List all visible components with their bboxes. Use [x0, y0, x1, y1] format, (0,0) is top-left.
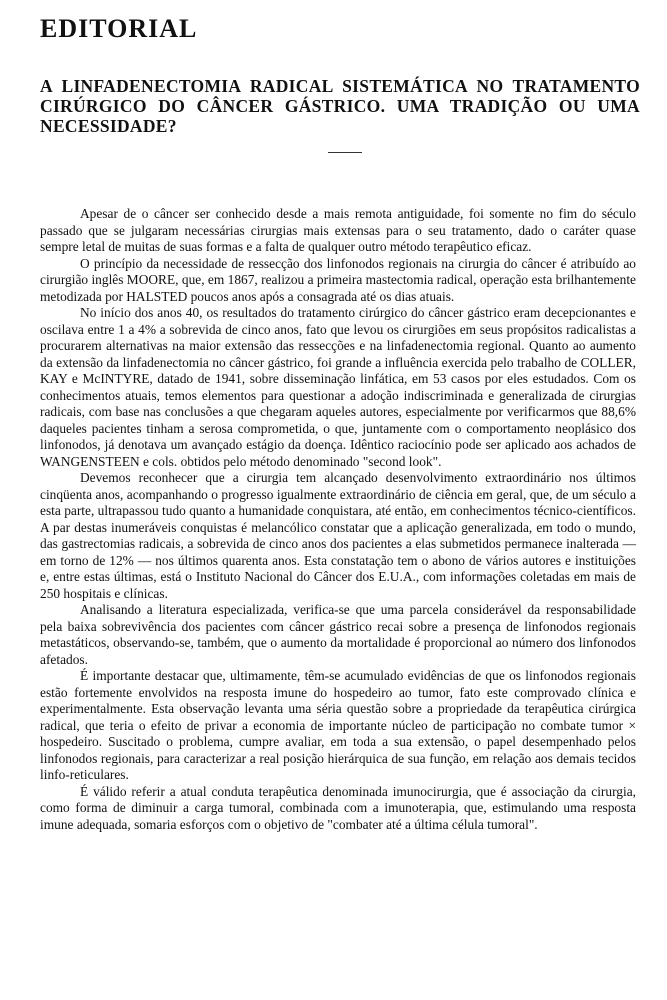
article-body [40, 206, 636, 833]
paragraph: No início dos anos 40, os resultados do tratamento cirúrgico do câncer gástrico eram decepcionantes e oscilava entre 1 a 4% a sobrevida de cinco anos, fato que levou os cirurgiões em seus propósitos radicalistas a procurarem alternativas na maior extensão das ressecções e na linfadenectomia regional. Quanto ao aumento da extensão da linfadenectomia no câncer gástrico, foi grande a influência exercida pelo trabalho de COLLER, KAY e McINTYRE, datado de 1941, sobre disseminação linfática, em 53 casos por eles estudados. Com os conhecimentos atuais, temos elementos para questionar a adoção indiscriminada e generalizada de cirurgias radicais, com base nas conclusões a que chegaram aqueles autores, especialmente por verificarmos que 88,6% daqueles pacientes tinham a serosa comprometida, o que, juntamente com o comportamento neoplásico dos linfonodos, já denotava um avançado estágio da doença. Idêntico raciocínio pode ser aplicado aos achados de WANGENSTEEN e cols. obtidos pelo método denominado "second look". [40, 305, 636, 469]
paragraph: Devemos reconhecer que a cirurgia tem alcançado desenvolvimento extraordinário nos últimos cinqüenta anos, acompanhando o progresso igualmente extraordinário de ciência em geral, que, de um século a esta parte, ultrapassou tudo quanto a humanidade conquistara, até então, em conhecimentos técnico-científicos. A par destas inumeráveis conquistas é melancólico constatar que a aplicação generalizada, em todo o mundo, das gastrectomias radicais, a sobrevida de cinco anos dos pacientes a elas submetidos permanece inalterada — em torno de 12% — nos últimos quarenta anos. Esta constatação tem o abono de vários autores e instituições e, entre estas últimas, está o Instituto Nacional do Câncer dos E.U.A., com informações coletadas em mais de 250 hospitais e clínicas. [40, 470, 636, 601]
article-title: A LINFADENECTOMIA RADICAL SISTEMÁTICA NO TRATAMENTO CIRÚRGICO DO CÂNCER GÁSTRICO. UMA TRADIÇÃO OU UMA NECESSIDADE? [40, 76, 640, 136]
section-label: EDITORIAL [40, 14, 198, 43]
paragraph: Apesar de o câncer ser conhecido desde a mais remota antiguidade, foi somente no fim do século passado que se julgaram necessárias cirurgias mais extensas para o seu tratamento, dado o caráter quase sempre letal de muitas de suas formas e a falta de qualquer outro método terapêutico eficaz. [40, 206, 636, 254]
paragraph: É importante destacar que, ultimamente, têm-se acumulado evidências de que os linfonodos regionais estão fortemente envolvidos na resposta imune do hospedeiro ao tumor, fato este comprovado clínica e experimentalmente. Esta observação levanta uma séria questão sobre a propriedade da terapêutica cirúrgica radical, que teria o efeito de privar a economia de importante núcleo de participação no combate tumor × hospedeiro. Suscitado o problema, cumpre avaliar, em toda a sua extensão, o papel desempenhado pelos linfonodos regionais, para caracterizar a real posição hierárquica de sua função, em relação aos demais tecidos linfo-reticulares. [40, 668, 636, 782]
title-separator [328, 152, 362, 153]
paragraph: É válido referir a atual conduta terapêutica denominada imunocirurgia, que é associação da cirurgia, como forma de diminuir a carga tumoral, combinada com a imunoterapia, que, estimulando uma resposta imune adequada, somaria esforços com o objetivo de "combater até a última célula tumoral". [40, 783, 636, 832]
paragraph: Analisando a literatura especializada, verifica-se que uma parcela considerável da responsabilidade pela baixa sobrevivência dos pacientes com câncer gástrico recai sobre a presença de linfonodos regionais metastáticos, observando-se, também, que o aumento da mortalidade é proporcional ao número dos linfonodos afetados. [40, 602, 636, 667]
paragraph: O princípio da necessidade de ressecção dos linfonodos regionais na cirurgia do câncer é atribuído ao cirurgião inglês MOORE, que, em 1867, realizou a primeira mastectomia radical, operação esta brilhantemente metodizada por HALSTED poucos anos após a consagrada até os dias atuais. [40, 255, 636, 304]
